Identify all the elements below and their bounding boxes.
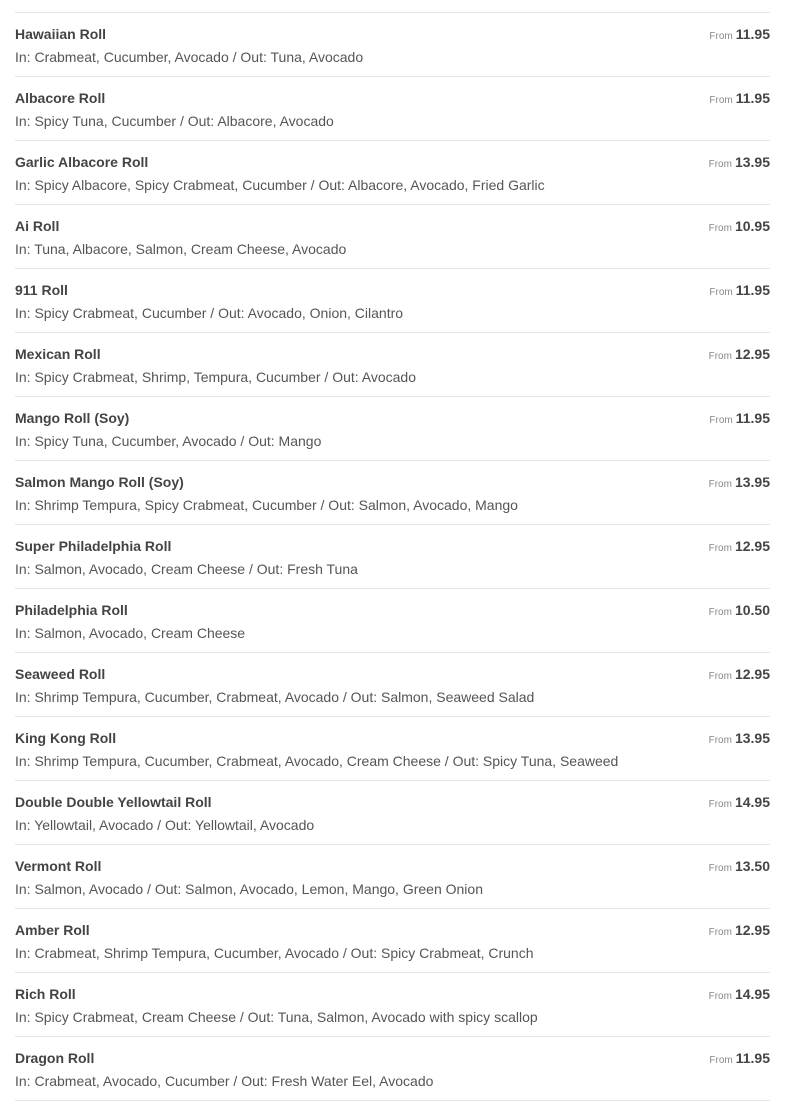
- item-name: 911 Roll: [15, 282, 68, 298]
- item-price: [709, 922, 770, 941]
- item-price: [709, 538, 770, 557]
- item-name: Seaweed Roll: [15, 666, 106, 682]
- price-value: 14.95: [734, 794, 770, 810]
- menu-item-hawaiian-roll[interactable]: [15, 13, 770, 77]
- menu-item-king-kong-roll[interactable]: [15, 717, 770, 781]
- item-price: [709, 1050, 770, 1069]
- item-description: In: Crabmeat, Cucumber, Avocado / Out: Tuna, Avocado: [15, 49, 364, 65]
- menu-item-mango-roll-soy[interactable]: [15, 397, 770, 461]
- menu-item-salmon-mango-roll-soy[interactable]: [15, 461, 770, 525]
- item-description: In: Tuna, Albacore, Salmon, Cream Cheese, Avocado: [15, 241, 347, 257]
- item-price: [709, 858, 770, 877]
- price-value: 13.95: [734, 730, 770, 746]
- menu-item-dragon-roll[interactable]: [15, 1037, 770, 1101]
- item-name: Salmon Mango Roll (Soy): [15, 474, 184, 490]
- item-name: Garlic Albacore Roll: [15, 154, 149, 170]
- item-name: Philadelphia Roll: [15, 602, 128, 618]
- price-prefix: From: [708, 671, 732, 682]
- item-price: [709, 410, 770, 429]
- price-prefix: From: [708, 863, 732, 874]
- menu-item-seaweed-roll[interactable]: [15, 653, 770, 717]
- price-prefix: From: [708, 479, 732, 490]
- item-description: In: Shrimp Tempura, Spicy Crabmeat, Cucumber / Out: Salmon, Avocado, Mango: [15, 497, 518, 513]
- item-price: [709, 602, 770, 621]
- menu-item-911-roll[interactable]: [15, 269, 770, 333]
- item-name: Ai Roll: [15, 218, 60, 234]
- menu-item-garlic-albacore-roll[interactable]: [15, 141, 770, 205]
- item-name: King Kong Roll: [15, 730, 117, 746]
- item-name: Amber Roll: [15, 922, 90, 938]
- price-value: 11.95: [735, 410, 770, 426]
- item-description: In: Crabmeat, Shrimp Tempura, Cucumber, Avocado / Out: Spicy Crabmeat, Crunch: [15, 945, 534, 961]
- item-price: [709, 794, 770, 813]
- item-name: Super Philadelphia Roll: [15, 538, 172, 554]
- price-prefix: From: [709, 415, 733, 426]
- item-name: Vermont Roll: [15, 858, 102, 874]
- price-value: 13.95: [734, 474, 770, 490]
- price-value: 11.95: [735, 282, 770, 298]
- item-name: Dragon Roll: [15, 1050, 95, 1066]
- item-description: In: Salmon, Avocado, Cream Cheese / Out: Fresh Tuna: [15, 561, 358, 577]
- price-prefix: From: [709, 1055, 733, 1066]
- price-value: 12.95: [734, 538, 770, 554]
- item-description: In: Spicy Crabmeat, Shrimp, Tempura, Cucumber / Out: Avocado: [15, 369, 416, 385]
- menu-item-super-philadelphia-roll[interactable]: [15, 525, 770, 589]
- item-description: In: Salmon, Avocado / Out: Salmon, Avocado, Lemon, Mango, Green Onion: [15, 881, 483, 897]
- item-description: In: Spicy Albacore, Spicy Crabmeat, Cucumber / Out: Albacore, Avocado, Fried Garlic: [15, 177, 545, 193]
- price-value: 13.50: [734, 858, 770, 874]
- menu-item-mexican-roll[interactable]: [15, 333, 770, 397]
- item-price: [709, 730, 770, 749]
- item-description: In: Spicy Tuna, Cucumber, Avocado / Out: Mango: [15, 433, 322, 449]
- menu-item-list: [15, 12, 770, 1101]
- price-value: 10.50: [734, 602, 770, 618]
- item-description: In: Spicy Crabmeat, Cream Cheese / Out: Tuna, Salmon, Avocado with spicy scallop: [15, 1009, 538, 1025]
- item-name: Rich Roll: [15, 986, 76, 1002]
- item-price: [709, 218, 770, 237]
- price-value: 11.95: [735, 90, 770, 106]
- price-prefix: From: [709, 287, 733, 298]
- item-description: In: Yellowtail, Avocado / Out: Yellowtail, Avocado: [15, 817, 315, 833]
- item-description: In: Crabmeat, Avocado, Cucumber / Out: Fresh Water Eel, Avocado: [15, 1073, 434, 1089]
- price-prefix: From: [708, 927, 732, 938]
- price-value: 10.95: [734, 218, 770, 234]
- menu-item-vermont-roll[interactable]: [15, 845, 770, 909]
- item-description: In: Shrimp Tempura, Cucumber, Crabmeat, Avocado / Out: Salmon, Seaweed Salad: [15, 689, 535, 705]
- item-name: Albacore Roll: [15, 90, 106, 106]
- price-prefix: From: [708, 223, 732, 234]
- item-name: Hawaiian Roll: [15, 26, 107, 42]
- price-prefix: From: [708, 991, 732, 1002]
- price-value: 11.95: [735, 26, 770, 42]
- menu-item-albacore-roll[interactable]: [15, 77, 770, 141]
- price-value: 14.95: [734, 986, 770, 1002]
- price-prefix: From: [708, 543, 732, 554]
- item-description: In: Spicy Tuna, Cucumber / Out: Albacore, Avocado: [15, 113, 334, 129]
- price-prefix: From: [708, 735, 732, 746]
- price-prefix: From: [708, 799, 732, 810]
- item-price: [709, 282, 770, 301]
- menu-item-philadelphia-roll[interactable]: [15, 589, 770, 653]
- price-value: 12.95: [734, 922, 770, 938]
- menu-item-amber-roll[interactable]: [15, 909, 770, 973]
- item-name: Mexican Roll: [15, 346, 101, 362]
- price-prefix: From: [709, 95, 733, 106]
- item-name: Mango Roll (Soy): [15, 410, 130, 426]
- item-price: [709, 26, 770, 45]
- price-value: 12.95: [734, 666, 770, 682]
- menu-item-double-double-yellowtail-roll[interactable]: [15, 781, 770, 845]
- price-value: 11.95: [735, 1050, 770, 1066]
- price-value: 13.95: [734, 154, 770, 170]
- item-price: [709, 346, 770, 365]
- item-description: In: Shrimp Tempura, Cucumber, Crabmeat, Avocado, Cream Cheese / Out: Spicy Tuna, Seaweed: [15, 753, 619, 769]
- price-prefix: From: [709, 31, 733, 42]
- menu-item-ai-roll[interactable]: [15, 205, 770, 269]
- item-price: [709, 474, 770, 493]
- item-description: In: Spicy Crabmeat, Cucumber / Out: Avocado, Onion, Cilantro: [15, 305, 404, 321]
- item-description: In: Salmon, Avocado, Cream Cheese: [15, 625, 246, 641]
- item-name: Double Double Yellowtail Roll: [15, 794, 212, 810]
- item-price: [709, 90, 770, 109]
- price-prefix: From: [708, 607, 732, 618]
- menu-item-rich-roll[interactable]: [15, 973, 770, 1037]
- price-value: 12.95: [734, 346, 770, 362]
- price-prefix: From: [708, 159, 732, 170]
- price-prefix: From: [708, 351, 732, 362]
- item-price: [709, 666, 770, 685]
- item-price: [709, 986, 770, 1005]
- item-price: [709, 154, 770, 173]
